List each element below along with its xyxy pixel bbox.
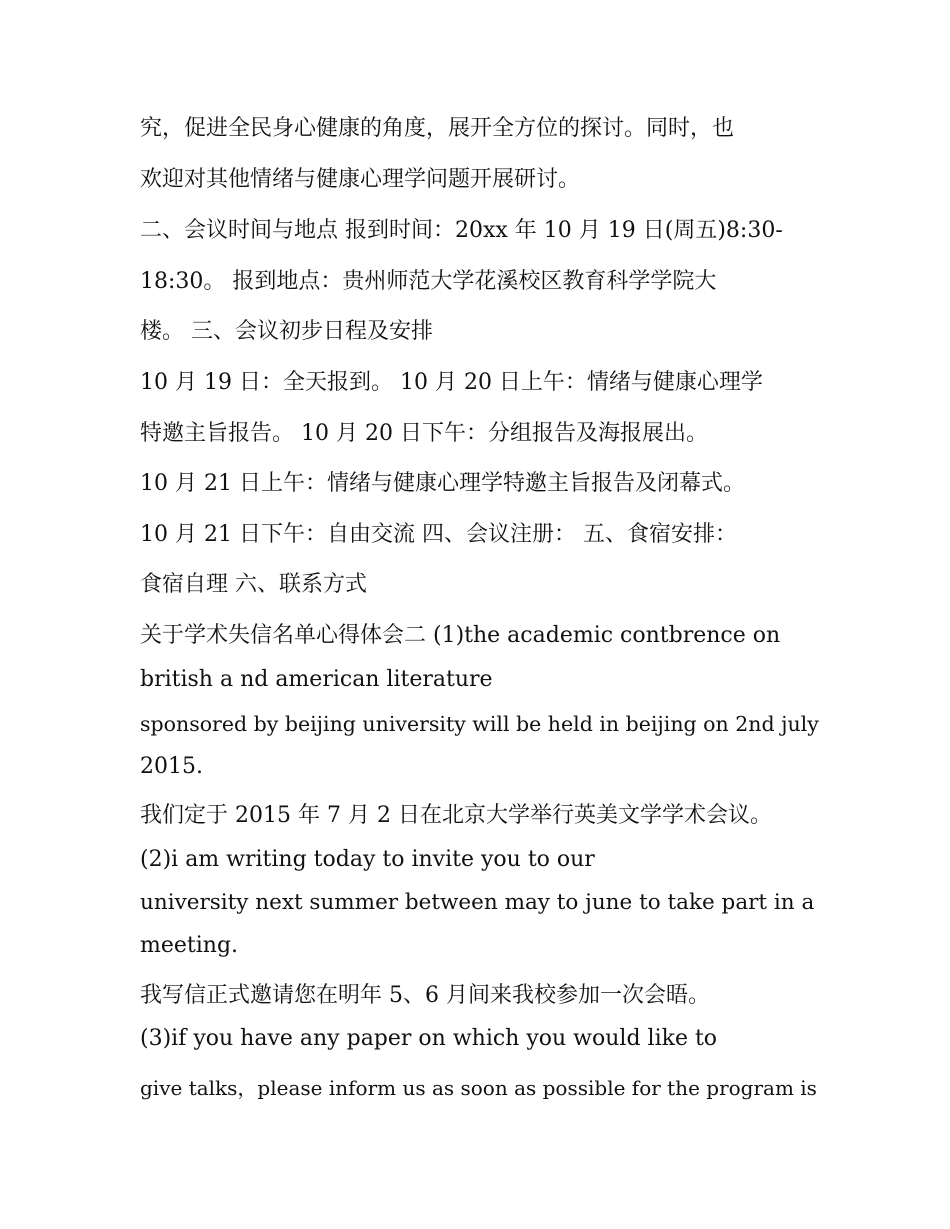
text-line: 18:30。 报到地点：贵州师范大学花溪校区教育科学学院大: [140, 269, 717, 294]
text-line: meeting.: [140, 933, 239, 958]
text-line: 2015.: [140, 754, 203, 779]
text-line: 我们定于 2015 年 7 月 2 日在北京大学举行英美文学学术会议。: [140, 803, 772, 828]
text-line: university next summer between may to june to take part in a: [140, 890, 815, 915]
text-line: sponsored by beijing university will be held in beijing on 2nd july: [140, 712, 819, 736]
text-line: 10 月 19 日：全天报到。 10 月 20 日上午：情绪与健康心理学: [140, 370, 763, 395]
text-line: 究，促进全民身心健康的角度，展开全方位的探讨。同时，也: [140, 116, 735, 141]
text-line: give talks，please inform us as soon as possible for the program is: [140, 1076, 817, 1100]
text-line: 10 月 21 日下午：自由交流 四、会议注册： 五、食宿安排：: [140, 522, 737, 547]
text-line: british a nd american literature: [140, 667, 493, 692]
text-line: 楼。 三、会议初步日程及安排: [140, 319, 433, 344]
text-line: (3)if you have any paper on which you would like to: [140, 1026, 718, 1051]
text-line: 10 月 21 日上午：情绪与健康心理学特邀主旨报告及闭幕式。: [140, 471, 745, 496]
text-line: (2)i am writing today to invite you to our: [140, 847, 595, 872]
text-line: 我写信正式邀请您在明年 5、6 月间来我校参加一次会晤。: [140, 983, 710, 1008]
text-line: 特邀主旨报告。 10 月 20 日下午：分组报告及海报展出。: [140, 421, 708, 446]
text-line: 欢迎对其他情绪与健康心理学问题开展研讨。: [140, 167, 581, 192]
text-line: 二、会议时间与地点 报到时间：20xx 年 10 月 19 日(周五)8:30-: [140, 218, 783, 243]
text-line: 食宿自理 六、联系方式: [140, 572, 367, 597]
text-line: 关于学术失信名单心得体会二 (1)the academic contbrence on: [140, 623, 781, 648]
